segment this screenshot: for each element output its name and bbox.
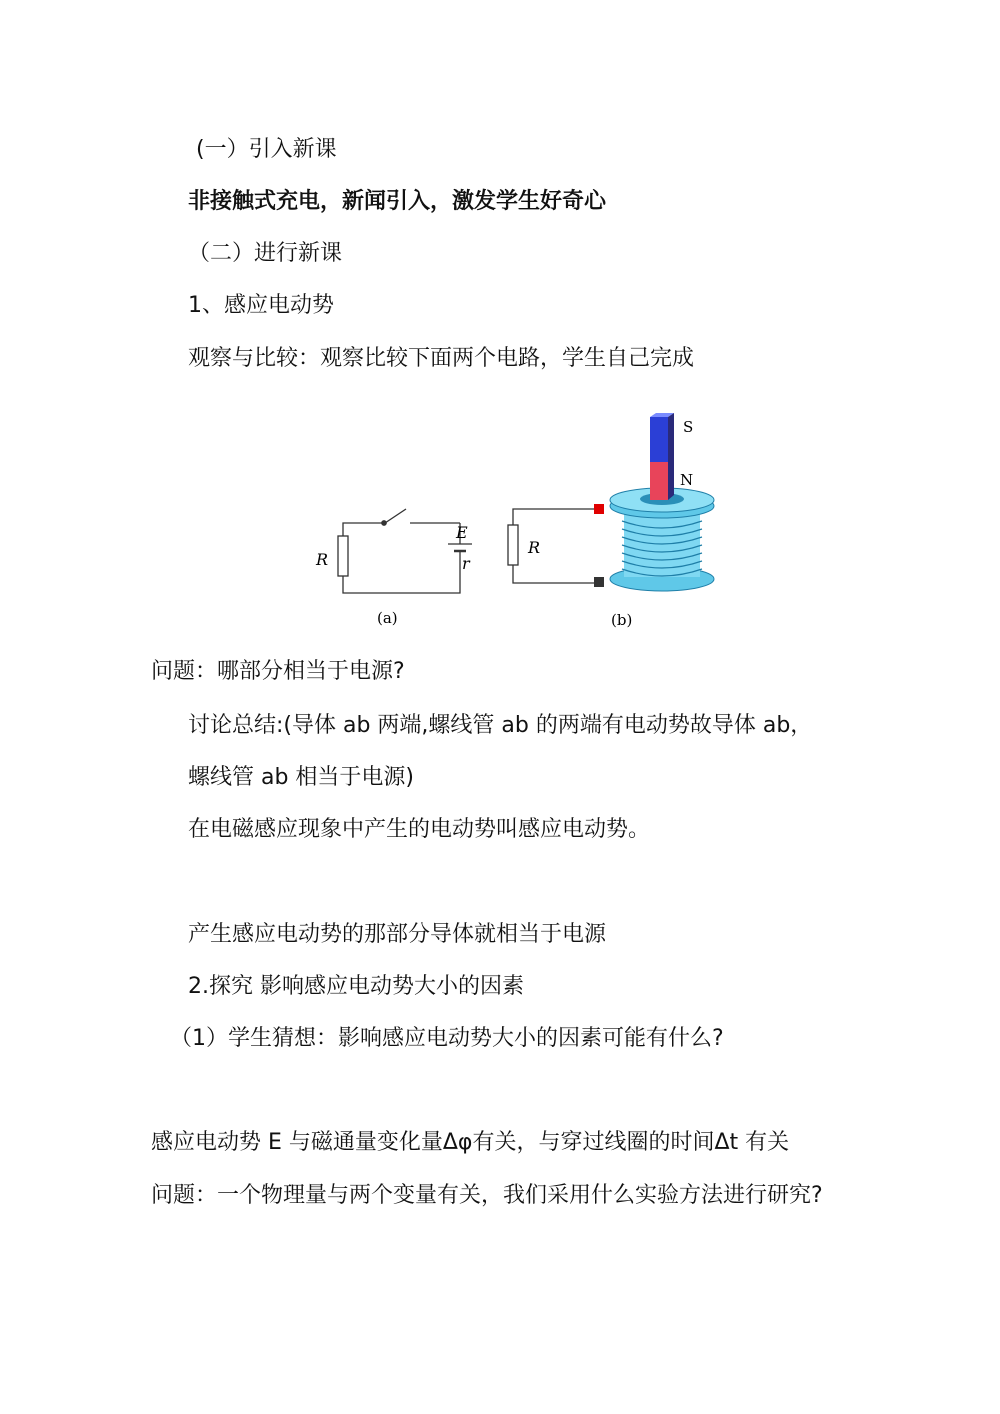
internal-resistance-label: r bbox=[462, 554, 470, 573]
subheading-explore-factors: 2.探究 影响感应电动势大小的因素 bbox=[188, 974, 524, 999]
question-power-source: 问题：哪部分相当于电源? bbox=[151, 659, 405, 684]
student-guess: （1）学生猜想：影响感应电动势大小的因素可能有什么? bbox=[170, 1026, 724, 1051]
circuit-b bbox=[508, 509, 594, 583]
switch bbox=[385, 509, 406, 523]
resistor-b bbox=[508, 525, 518, 565]
discussion-summary-2: 螺线管 ab 相当于电源) bbox=[188, 765, 415, 790]
intro-summary: 非接触式充电，新闻引入，激发学生好奇心 bbox=[188, 189, 607, 214]
terminal-top bbox=[594, 504, 604, 514]
resistor-a bbox=[338, 536, 348, 576]
caption-a: (a) bbox=[377, 609, 398, 627]
section-heading-intro: (一）引入新课 bbox=[196, 137, 337, 162]
resistor-a-label: R bbox=[316, 550, 329, 569]
section-heading-new-lesson: （二）进行新课 bbox=[188, 241, 343, 266]
terminal-bottom bbox=[594, 577, 604, 587]
emf-label: E bbox=[456, 523, 468, 542]
north-pole-label: N bbox=[680, 471, 694, 489]
resistor-b-label: R bbox=[528, 538, 541, 557]
bar-magnet bbox=[650, 413, 674, 500]
discussion-summary-1: 讨论总结:(导体 ab 两端,螺线管 ab 的两端有电动势故导体 ab， bbox=[188, 713, 813, 738]
question-method: 问题：一个物理量与两个变量有关，我们采用什么实验方法进行研究? bbox=[151, 1183, 823, 1208]
definition-induced-emf: 在电磁感应现象中产生的电动势叫感应电动势。 bbox=[188, 817, 651, 842]
solenoid bbox=[594, 488, 714, 591]
circuit-figure bbox=[300, 405, 730, 635]
south-pole-label: S bbox=[683, 418, 694, 436]
caption-b: (b) bbox=[611, 611, 633, 629]
circuit-a bbox=[338, 509, 472, 593]
conductor-as-source: 产生感应电动势的那部分导体就相当于电源 bbox=[188, 922, 607, 947]
observe-compare-text: 观察与比较：观察比较下面两个电路，学生自己完成 bbox=[188, 346, 695, 371]
subheading-induced-emf: 1、感应电动势 bbox=[188, 293, 334, 318]
emf-factors-statement: 感应电动势 E 与磁通量变化量Δφ有关，与穿过线圈的时间Δt 有关 bbox=[151, 1130, 790, 1155]
